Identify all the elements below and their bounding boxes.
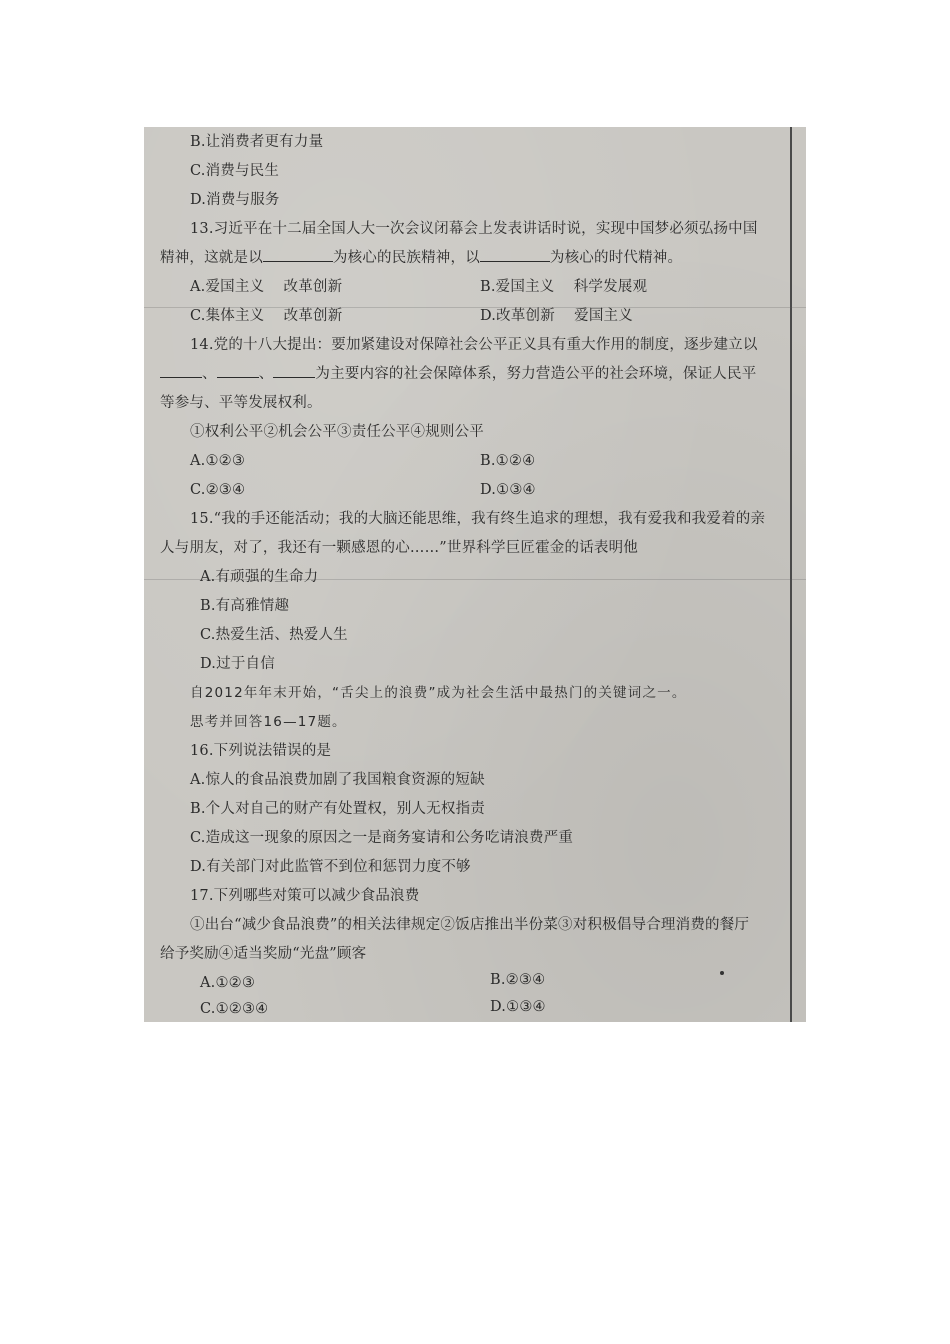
q17-items-line2: 给予奖励④适当奖励“光盘”顾客 bbox=[160, 946, 367, 962]
q14-option-a: A.①②③ bbox=[190, 453, 246, 469]
q14-stem-line3: 等参与、平等发展权利。 bbox=[160, 395, 322, 411]
q16-option-a: A.惊人的食品浪费加剧了我国粮食资源的短缺 bbox=[190, 772, 485, 788]
q14-option-c: C.②③④ bbox=[190, 482, 246, 498]
q13-option-a: A.爱国主义 改革创新 bbox=[190, 279, 343, 295]
q16-stem: 16.下列说法错误的是 bbox=[190, 743, 332, 759]
q15-option-b: B.有高雅情趣 bbox=[200, 598, 290, 614]
q15-option-a: A.有顽强的生命力 bbox=[200, 569, 319, 585]
q14-blank-2 bbox=[217, 365, 259, 378]
q14-option-b: B.①②④ bbox=[480, 453, 536, 469]
q17-option-a: A.①②③ bbox=[200, 975, 256, 991]
q13-stem-line2 bbox=[160, 249, 682, 267]
q16-option-d: D.有关部门对此监管不到位和惩罚力度不够 bbox=[190, 859, 471, 875]
q14-stem-line1: 14.党的十八大提出：要加紧建设对保障社会公平正义具有重大作用的制度，逐步建立以 bbox=[190, 337, 758, 353]
q13-blank-2 bbox=[480, 249, 550, 262]
q12-option-b: B.让消费者更有力量 bbox=[190, 134, 324, 150]
q14-blank-3 bbox=[273, 365, 315, 378]
q13-option-d: D.改革创新 爱国主义 bbox=[480, 308, 633, 324]
q13-option-b: B.爱国主义 科学发展观 bbox=[480, 279, 648, 295]
q14-separator-1: 、 bbox=[202, 366, 217, 382]
q14-stem-rest: 为主要内容的社会保障体系，努力营造公平的社会环境，保证人民平 bbox=[315, 366, 757, 382]
q16-option-b: B.个人对自己的财产有处置权，别人无权指责 bbox=[190, 801, 485, 817]
q14-items: ①权利公平②机会公平③责任公平④规则公平 bbox=[190, 424, 484, 440]
q17-stem: 17.下列哪些对策可以减少食品浪费 bbox=[190, 888, 420, 904]
q13-blank-1 bbox=[263, 249, 333, 262]
q13-stem-part-b: 为核心的民族精神，以 bbox=[332, 250, 480, 266]
q13-stem-line1: 13.习近平在十二届全国人大一次会议闭幕会上发表讲话时说，实现中国梦必须弘扬中国 bbox=[190, 221, 758, 237]
q15-stem-line2: 人与朋友，对了，我还有一颗感恩的心……”世界科学巨匠霍金的话表明他 bbox=[160, 540, 639, 556]
q14-blank-1 bbox=[160, 365, 202, 378]
q14-stem-line2 bbox=[160, 365, 756, 383]
scanned-exam-page bbox=[144, 127, 806, 1022]
q15-option-c: C.热爱生活、热爱人生 bbox=[200, 627, 348, 643]
q17-option-b: B.②③④ bbox=[490, 972, 546, 988]
scan-speck bbox=[720, 971, 724, 975]
q16-option-c: C.造成这一现象的原因之一是商务宴请和公务吃请浪费严重 bbox=[190, 830, 574, 846]
q15-stem-line1: 15.“我的手还能活动；我的大脑还能思维，我有终生追求的理想，我有爱我和我爱着的亲 bbox=[190, 511, 766, 527]
q14-option-d: D.①③④ bbox=[480, 482, 536, 498]
q17-option-d: D.①③④ bbox=[490, 999, 546, 1015]
q13-option-c: C.集体主义 改革创新 bbox=[190, 308, 343, 324]
scan-edge-line bbox=[790, 127, 792, 1022]
q12-option-d: D.消费与服务 bbox=[190, 192, 280, 208]
q14-separator-2: 、 bbox=[258, 366, 274, 382]
q12-option-c: C.消费与民生 bbox=[190, 163, 280, 179]
q15-option-d: D.过于自信 bbox=[200, 656, 275, 672]
q13-stem-part-c: 为核心的时代精神。 bbox=[549, 250, 683, 266]
section-intro-line1: 自2012年年末开始，“舌尖上的浪费”成为社会生活中最热门的关键词之一。 bbox=[190, 685, 687, 701]
q17-items-line1: ①出台“减少食品浪费”的相关法律规定②饭店推出半份菜③对积极倡导合理消费的餐厅 bbox=[190, 917, 750, 933]
q13-stem-part-a: 精神，这就是以 bbox=[160, 250, 263, 266]
q17-option-c: C.①②③④ bbox=[200, 1001, 269, 1017]
section-intro-line2: 思考并回答16—17题。 bbox=[190, 714, 347, 730]
